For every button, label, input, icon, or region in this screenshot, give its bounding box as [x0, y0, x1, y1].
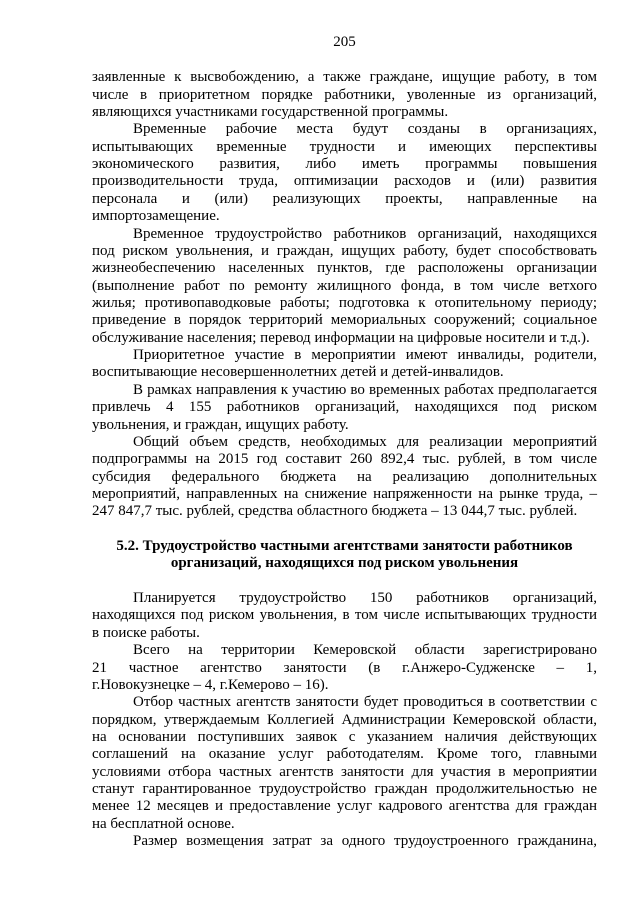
paragraph [92, 694, 597, 833]
text-line: Общий объем средств, необходимых для реализации мероприятий [133, 433, 597, 450]
paragraph [92, 382, 597, 434]
text-line: субсидия федерального бюджета на реализацию дополнительных [92, 468, 597, 485]
text-line: Временные рабочие места будут созданы в организациях, [133, 121, 597, 138]
text-line: испытывающих временные трудности и имеющих перспективы [92, 138, 597, 155]
text-line: числе в приоритетном порядке работники, уволенные из организаций, [92, 86, 597, 103]
text-line: Всего на территории Кемеровской области зарегистрировано [133, 642, 597, 659]
paragraph [92, 226, 597, 348]
text-line: мероприятий, направленных на снижение напряженности на рынке труда, – [92, 485, 597, 502]
text-line: в поиске работы. [92, 624, 200, 641]
text-line: 21 частное агентство занятости (в г.Анжеро-Судженске – 1, [92, 659, 597, 676]
text-line: заявленные к высвобождению, а также граждане, ищущие работу, в том [92, 69, 597, 86]
text-line: условиями отбора частных агентств занятости для участия в мероприятии [92, 763, 597, 780]
paragraph [92, 121, 597, 225]
text-line: Временное трудоустройство работников организаций, находящихся [133, 225, 597, 242]
text-line: персонала и (или) реализующих проекты, направленные на [92, 190, 597, 207]
text-line: обслуживание населения; перевод информации на цифровые носители и т.д.). [92, 329, 590, 346]
text-line: на бесплатной основе. [92, 815, 235, 832]
text-line: импортозамещение. [92, 208, 220, 225]
paragraph [92, 833, 597, 850]
text-line: являющихся участниками государственной программы. [92, 104, 449, 121]
paragraph [92, 347, 597, 382]
page-number: 205 [333, 34, 356, 50]
paragraph [92, 434, 597, 521]
text-line: увольнения, и граждан, ищущих работу. [92, 416, 349, 433]
text-line: г.Новокузнецке – 4, г.Кемерово – 16). [92, 676, 329, 693]
text-line: 247 847,7 тыс. рублей, средства областного бюджета – 13 044,7 тыс. рублей. [92, 503, 578, 520]
text-line: под риском увольнения, и граждан, ищущих работу, будет способствовать [92, 242, 597, 259]
text-line: В рамках направления к участию во временных работах предполагается [133, 381, 597, 398]
text-line: Отбор частных агентств занятости будет проводиться в соответствии с [133, 694, 597, 711]
text-line: Планируется трудоустройство 150 работников организаций, [133, 590, 597, 607]
text-line: подпрограммы на 2015 год составит 260 892,4 тыс. рублей, в том числе [92, 451, 597, 468]
text-line: находящихся под риском увольнения, в том числе испытывающих трудности [92, 607, 597, 624]
paragraph [92, 69, 597, 121]
text-line: Приоритетное участие в мероприятии имеют инвалиды, родители, [133, 347, 597, 364]
text-line: станут гарантированное трудоустройство граждан продолжительностью не [92, 781, 597, 798]
text-line: привлечь 4 155 работников организаций, находящихся под риском [92, 399, 597, 416]
text-line: порядком, утверждаемым Коллегией Администрации Кемеровской области, [92, 711, 597, 728]
text-line: менее 12 месяцев и предоставление услуг кадрового агентства для граждан [92, 798, 597, 815]
page-body [92, 69, 597, 850]
section-heading-line: 5.2. Трудоустройство частными агентствами занятости работников [116, 538, 573, 555]
text-line: соглашений на оказание услуг работодателям. Кроме того, главными [92, 746, 597, 763]
text-line: жилья; противопаводковые работы; подготовка к отопительному периоду; [92, 294, 597, 311]
text-line: Размер возмещения затрат за одного трудоустроенного гражданина, [133, 833, 597, 850]
text-line: производительности труда, оптимизации расходов и (или) развития [92, 173, 597, 190]
section-heading-line: организаций, находящихся под риском увольнения [170, 555, 519, 572]
paragraph [92, 590, 597, 642]
paragraph [92, 642, 597, 694]
text-line: воспитывающие несовершеннолетних детей и детей-инвалидов. [92, 364, 504, 381]
text-line: экономического развития, либо иметь программы повышения [92, 156, 597, 173]
text-line: на основании поступивших заявок с указанием наличия действующих [92, 728, 597, 745]
text-line: (выполнение работ по ремонту жилищного фонда, в том числе ветхого [92, 277, 597, 294]
section-heading [92, 538, 597, 573]
text-line: приведение в порядок территорий мемориальных сооружений; социальное [92, 312, 597, 329]
text-line: жизнеобеспечению населенных пунктов, где расположены организации [92, 260, 597, 277]
